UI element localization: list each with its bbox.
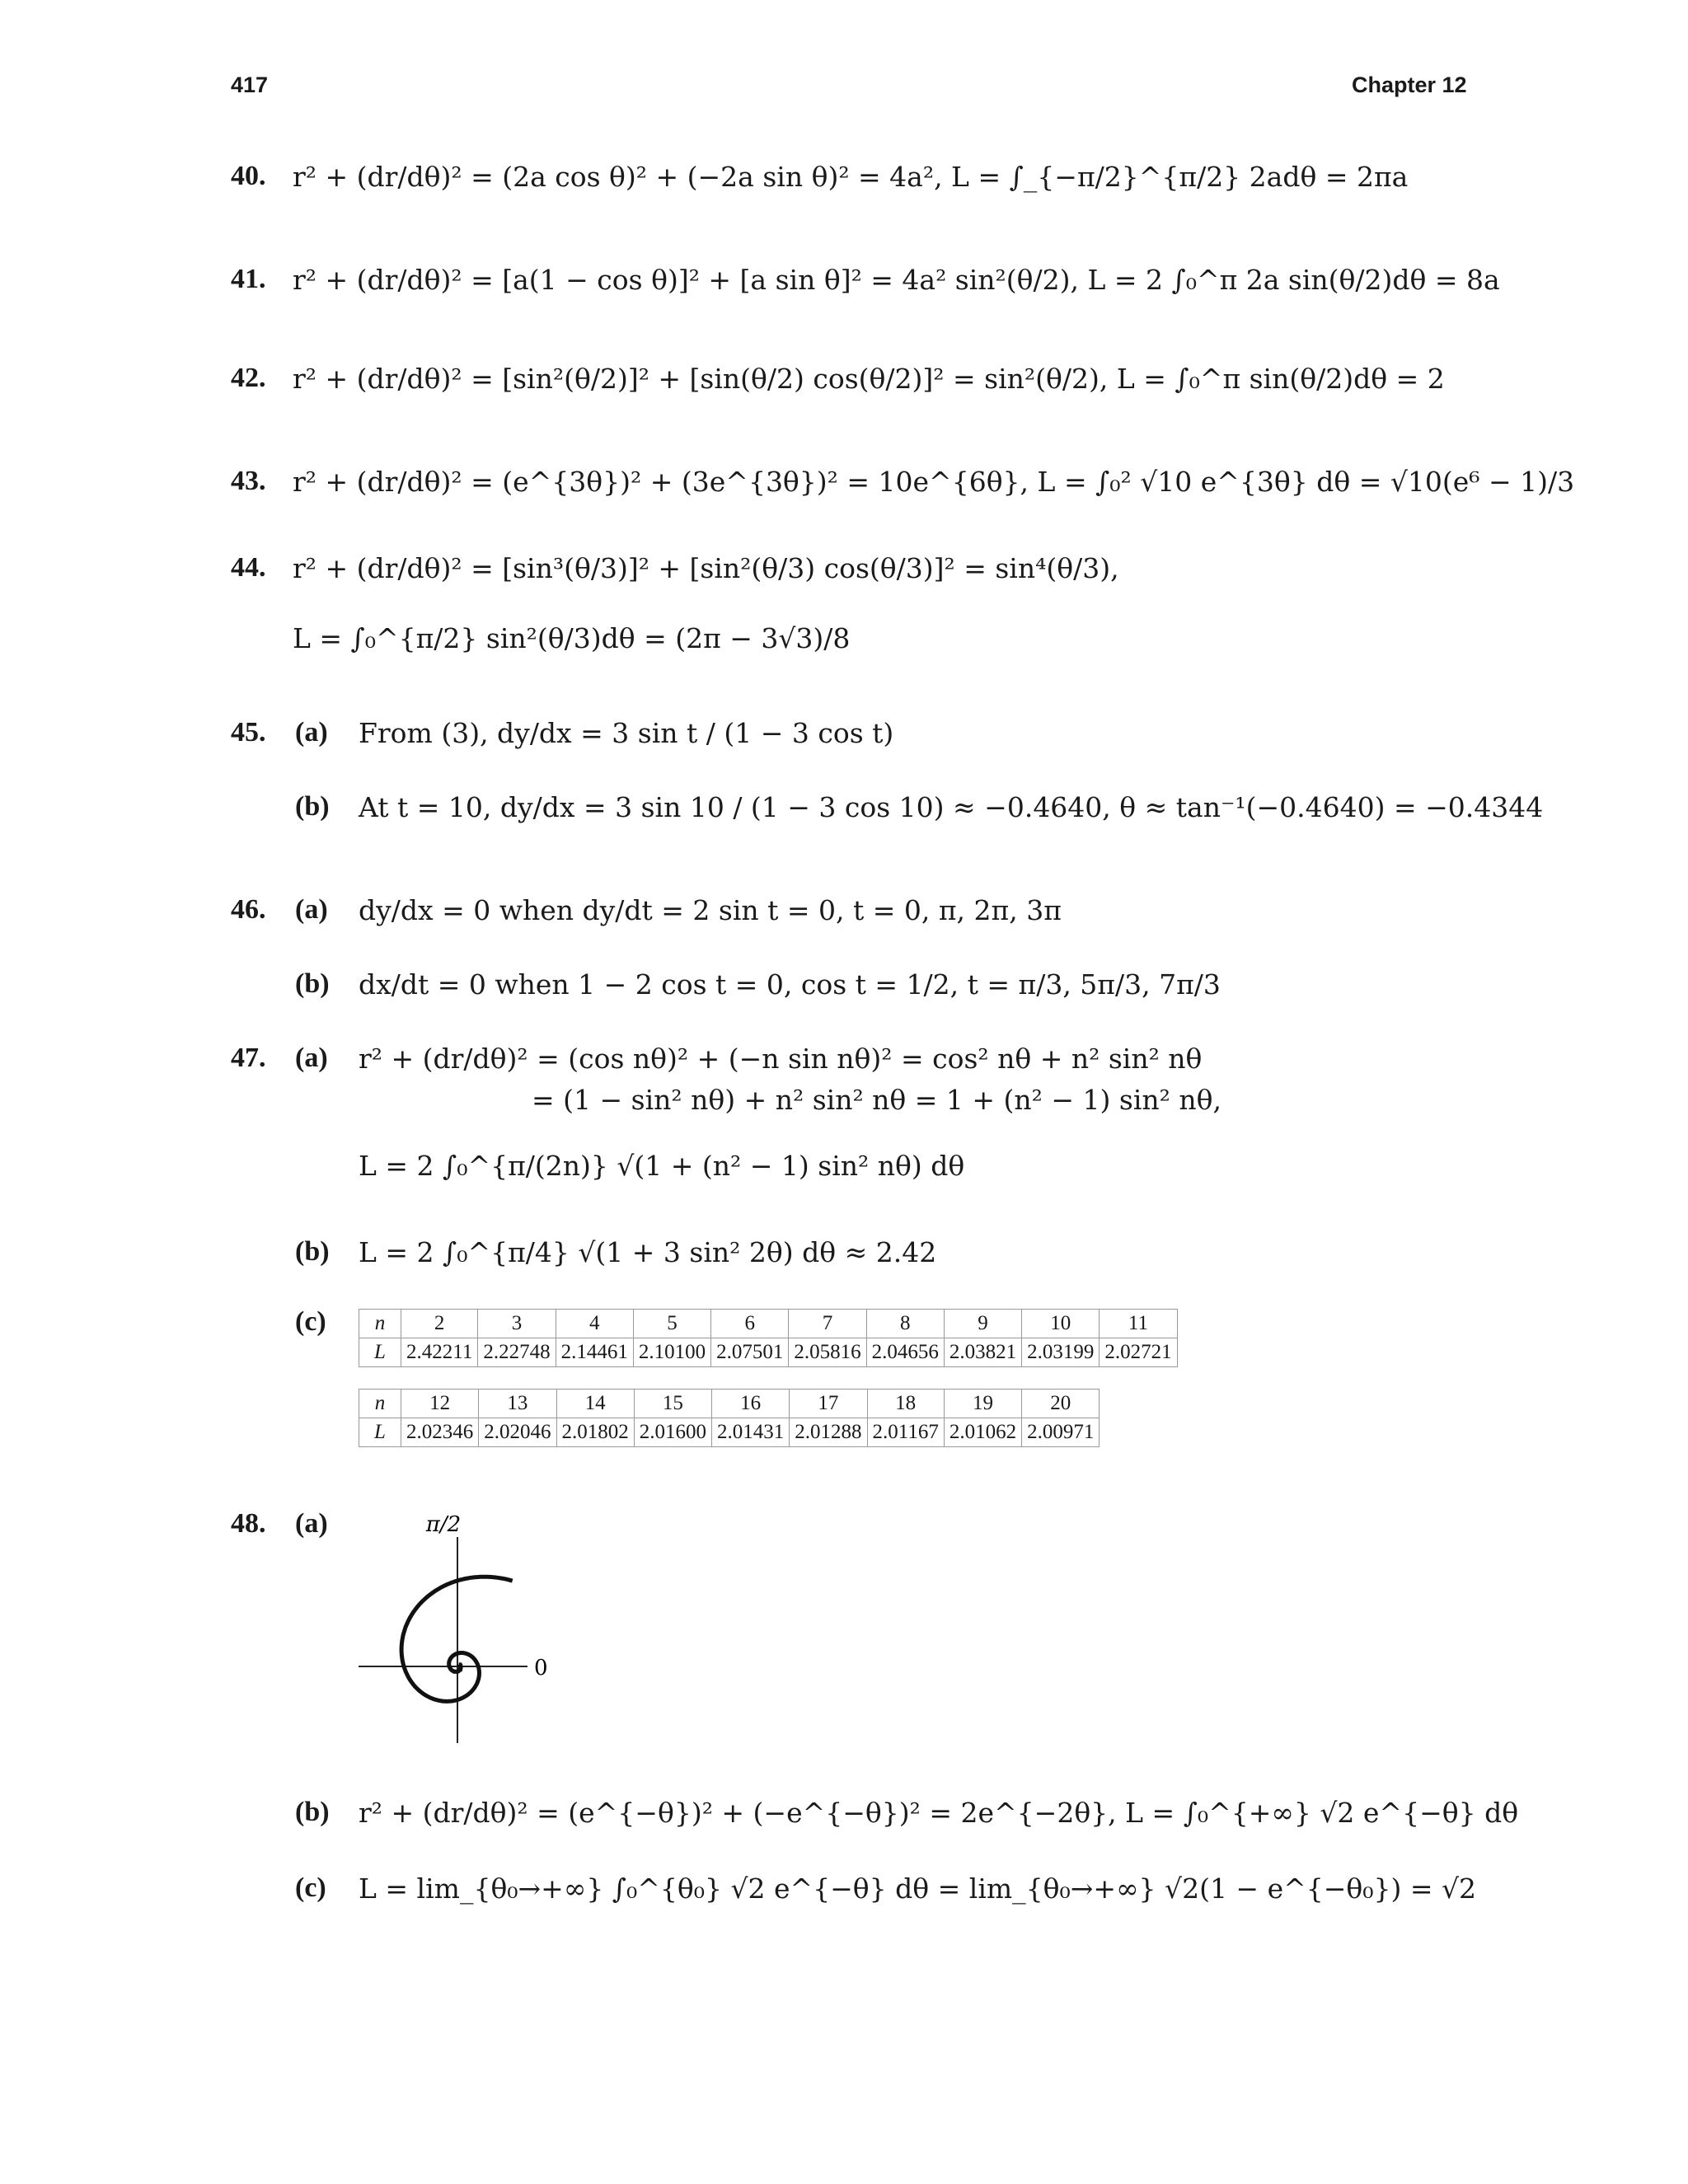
problem-41-number: 41. [231,264,266,294]
problem-47-part-a-label: (a) [295,1043,328,1073]
problem-46-number: 46. [231,894,266,925]
table-header-n: n [359,1390,401,1418]
axis-label-zero: 0 [534,1656,548,1680]
table-cell: 2.10100 [633,1338,710,1367]
table-cell: 11 [1100,1310,1177,1338]
table-cell: 14 [556,1390,634,1418]
page-number: 417 [231,73,269,97]
table-row [359,1390,1100,1418]
problem-47-part-b: L = 2 ∫₀^{π/4} √(1 + 3 sin² 2θ) dθ ≈ 2.42 [359,1236,937,1268]
table-cell: 2.02721 [1100,1338,1177,1367]
spiral-graph [346,1508,560,1747]
table-cell: 2.01802 [556,1418,634,1447]
problem-48-part-b: r² + (dr/dθ)² = (e^{−θ})² + (−e^{−θ})² = 2e^{−2θ}, L = ∫₀^{+∞} √2 e^{−θ} dθ [359,1797,1519,1829]
arc-length-table-2 [359,1389,1100,1447]
table-cell: 8 [866,1310,944,1338]
table-cell: 2.22748 [478,1338,556,1367]
problem-45-part-a-label: (a) [295,717,328,748]
table-cell: 2.02346 [401,1418,479,1447]
problem-42-equation: r² + (dr/dθ)² = [sin²(θ/2)]² + [sin(θ/2) cos(θ/2)]² = sin²(θ/2), L = ∫₀^π sin(θ/2)dθ = 2 [293,363,1445,395]
table-cell: 2.03199 [1022,1338,1100,1367]
problem-40-number: 40. [231,161,266,191]
problem-45-number: 45. [231,717,266,748]
problem-43-equation: r² + (dr/dθ)² = (e^{3θ})² + (3e^{3θ})² = 10e^{6θ}, L = ∫₀² √10 e^{3θ} dθ = √10(e⁶ − 1)/3 [293,466,1575,498]
problem-44-equation-line1: r² + (dr/dθ)² = [sin³(θ/3)]² + [sin²(θ/3) cos(θ/3)]² = sin⁴(θ/3), [293,552,1119,584]
table-cell: 2.01600 [634,1418,711,1447]
problem-48-number: 48. [231,1508,266,1539]
table-cell: 2.07501 [711,1338,789,1367]
problem-46-part-b: dx/dt = 0 when 1 − 2 cos t = 0, cos t = 1/2, t = π/3, 5π/3, 7π/3 [359,968,1221,1001]
table-cell: 2.01288 [790,1418,867,1447]
table-cell: 2.14461 [556,1338,633,1367]
table-row [359,1338,1178,1367]
table-cell: 20 [1022,1390,1100,1418]
problem-47-part-a-line3: L = 2 ∫₀^{π/(2n)} √(1 + (n² − 1) sin² nθ) dθ [359,1150,965,1182]
table-header-n: n [359,1310,401,1338]
table-cell: 7 [789,1310,866,1338]
problem-48-part-b-label: (b) [295,1797,330,1827]
problem-45-part-a: From (3), dy/dx = 3 sin t / (1 − 3 cos t) [359,717,894,749]
table-row [359,1418,1100,1447]
table-cell: 2 [401,1310,478,1338]
problem-48-part-c: L = lim_{θ₀→+∞} ∫₀^{θ₀} √2 e^{−θ} dθ = lim_{θ₀→+∞} √2(1 − e^{−θ₀}) = √2 [359,1872,1477,1905]
table-cell: 2.04656 [866,1338,944,1367]
table-cell: 2.01062 [944,1418,1021,1447]
table-cell: 17 [790,1390,867,1418]
problem-42-number: 42. [231,363,266,393]
table-cell: 15 [634,1390,711,1418]
table-cell: 4 [556,1310,633,1338]
problem-47-part-c-label: (c) [295,1306,326,1337]
table-cell: 16 [712,1390,790,1418]
table-cell: 6 [711,1310,789,1338]
table-cell: 2.02046 [479,1418,556,1447]
problem-46-part-a-label: (a) [295,894,328,925]
chapter-title: Chapter 12 [1352,73,1467,97]
table-cell: 9 [944,1310,1021,1338]
table-cell: 2.01167 [867,1418,944,1447]
table-cell: 3 [478,1310,556,1338]
table-cell: 13 [479,1390,556,1418]
table-cell: 18 [867,1390,944,1418]
problem-47-part-a-line1: r² + (dr/dθ)² = (cos nθ)² + (−n sin nθ)² = cos² nθ + n² sin² nθ [359,1043,1203,1075]
table-cell: 2.42211 [401,1338,478,1367]
problem-41-equation: r² + (dr/dθ)² = [a(1 − cos θ)]² + [a sin θ]² = 4a² sin²(θ/2), L = 2 ∫₀^π 2a sin(θ/2)dθ = 8a [293,264,1500,296]
problem-45-part-b: At t = 10, dy/dx = 3 sin 10 / (1 − 3 cos 10) ≈ −0.4640, θ ≈ tan⁻¹(−0.4640) = −0.4344 [359,791,1544,823]
problem-40-equation: r² + (dr/dθ)² = (2a cos θ)² + (−2a sin θ)² = 4a², L = ∫_{−π/2}^{π/2} 2adθ = 2πa [293,161,1409,193]
problem-47-number: 47. [231,1043,266,1073]
problem-44-number: 44. [231,552,266,583]
problem-48-part-c-label: (c) [295,1872,326,1903]
table-header-L: L [359,1418,401,1447]
table-cell: 2.03821 [944,1338,1021,1367]
table-cell: 12 [401,1390,479,1418]
arc-length-table-1 [359,1309,1178,1367]
problem-47-part-a-line2: = (1 − sin² nθ) + n² sin² nθ = 1 + (n² − 1) sin² nθ, [532,1084,1221,1116]
table-cell: 19 [944,1390,1021,1418]
problem-48-part-a-label: (a) [295,1508,328,1539]
table-cell: 2.05816 [789,1338,866,1367]
problem-44-equation-line2: L = ∫₀^{π/2} sin²(θ/3)dθ = (2π − 3√3)/8 [293,622,851,654]
table-cell: 10 [1022,1310,1100,1338]
table-cell: 5 [633,1310,710,1338]
problem-47-part-b-label: (b) [295,1236,330,1267]
problem-45-part-b-label: (b) [295,791,330,822]
table-header-L: L [359,1338,401,1367]
table-row [359,1310,1178,1338]
axis-label-pi-over-2: π/2 [425,1512,462,1537]
problem-46-part-a: dy/dx = 0 when dy/dt = 2 sin t = 0, t = 0, π, 2π, 3π [359,894,1062,926]
problem-46-part-b-label: (b) [295,968,330,999]
table-cell: 2.01431 [712,1418,790,1447]
table-cell: 2.00971 [1022,1418,1100,1447]
problem-43-number: 43. [231,466,266,496]
